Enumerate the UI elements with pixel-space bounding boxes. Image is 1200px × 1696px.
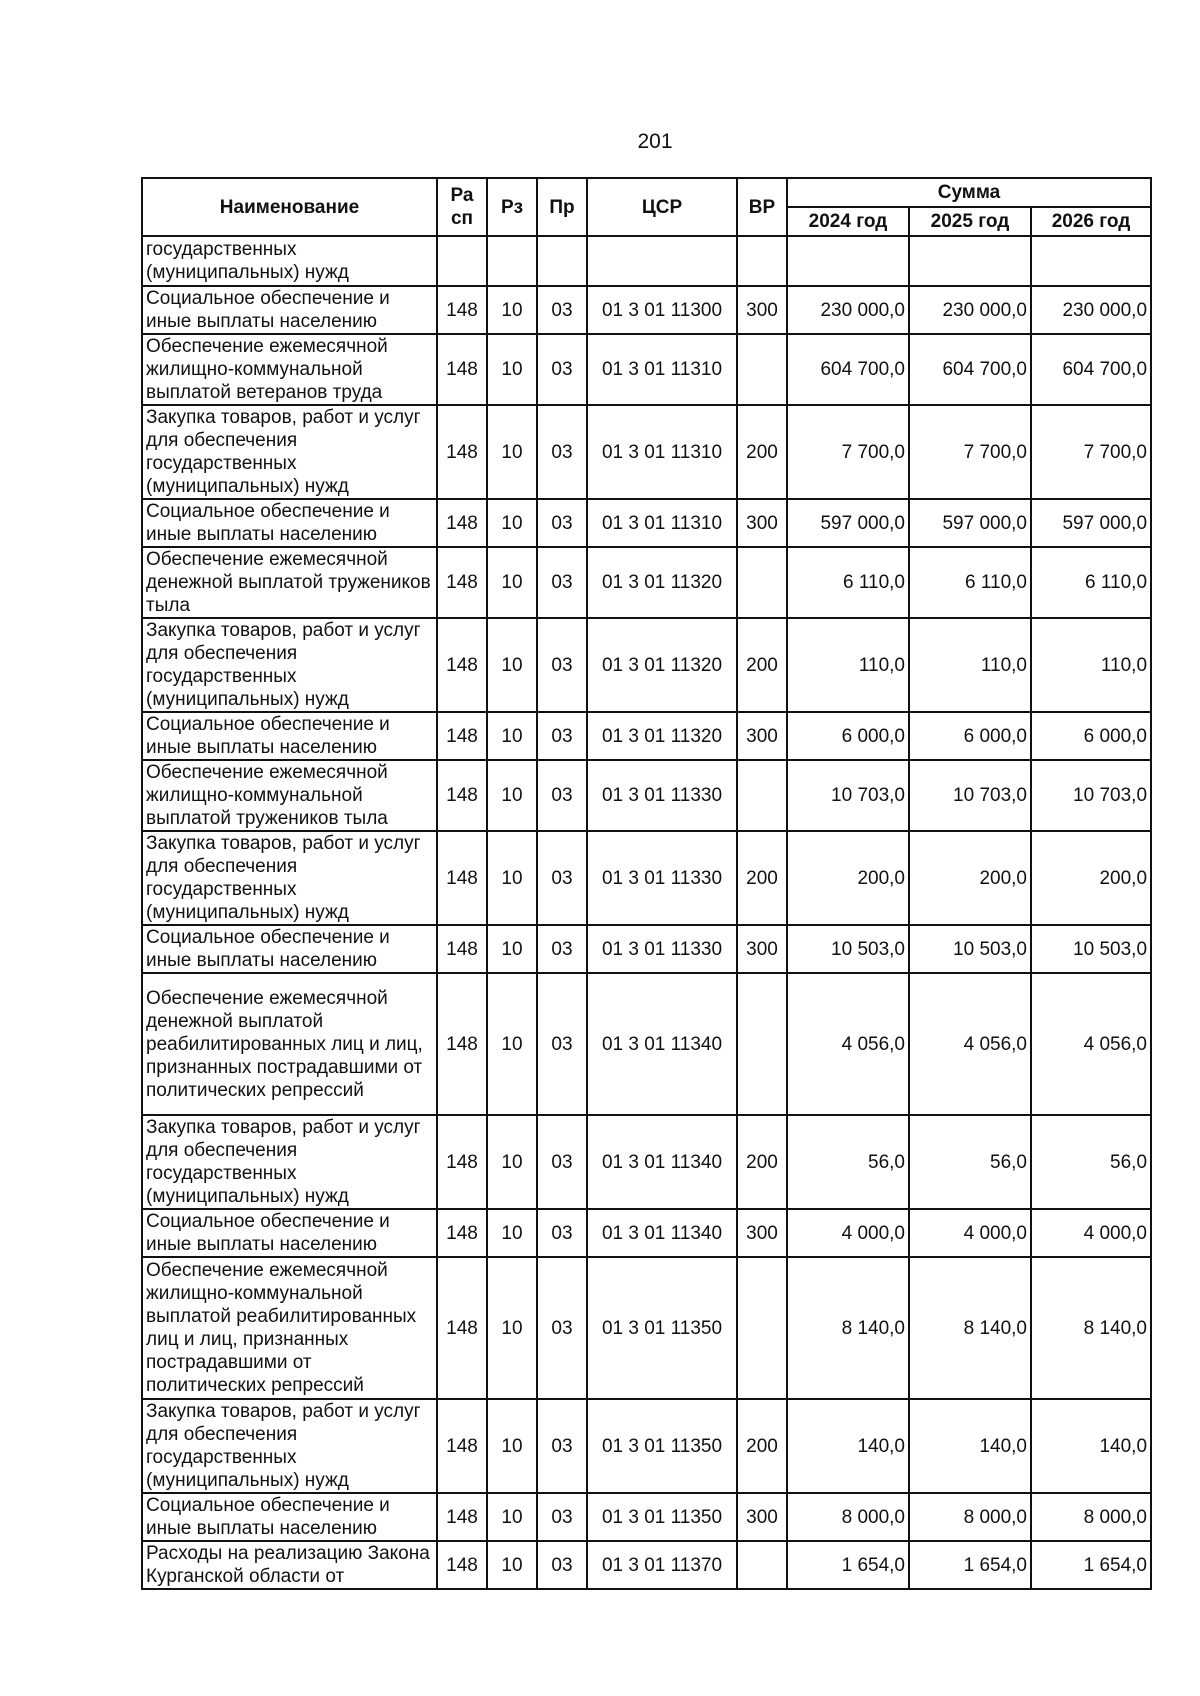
cell-name: Обеспечение ежемесячной жилищно-коммунальной выплатой ветеранов труда — [142, 334, 437, 405]
cell-vr: 200 — [737, 618, 787, 712]
cell-rz: 10 — [487, 1399, 537, 1493]
cell-name: Закупка товаров, работ и услуг для обеспечения государственных (муниципальных) нужд — [142, 831, 437, 925]
cell-2024: 604 700,0 — [787, 334, 909, 405]
cell-vr — [737, 760, 787, 831]
cell-vr: 200 — [737, 405, 787, 499]
table-row — [142, 1115, 1151, 1209]
cell-vr: 200 — [737, 1115, 787, 1209]
cell-rz: 10 — [487, 618, 537, 712]
cell-rz: 10 — [487, 1209, 537, 1257]
cell-2026: 8 000,0 — [1031, 1493, 1151, 1541]
table-row — [142, 973, 1151, 1115]
cell-pr: 03 — [537, 1209, 587, 1257]
cell-pr: 03 — [537, 973, 587, 1115]
cell-rasp: 148 — [437, 334, 487, 405]
cell-vr — [737, 973, 787, 1115]
cell-rz: 10 — [487, 1257, 537, 1399]
cell-2025: 597 000,0 — [909, 499, 1031, 547]
cell-csr: 01 3 01 11330 — [587, 831, 737, 925]
cell-csr: 01 3 01 11320 — [587, 712, 737, 760]
cell-vr: 300 — [737, 712, 787, 760]
cell-vr: 200 — [737, 1399, 787, 1493]
cell-rasp: 148 — [437, 618, 487, 712]
cell-rasp: 148 — [437, 499, 487, 547]
cell-2026: 10 703,0 — [1031, 760, 1151, 831]
cell-2026: 10 503,0 — [1031, 925, 1151, 973]
cell-2026: 4 056,0 — [1031, 973, 1151, 1115]
cell-2025 — [909, 236, 1031, 286]
header-2026: 2026 год — [1031, 207, 1151, 236]
header-vr: ВР — [737, 178, 787, 236]
header-name: Наименование — [142, 178, 437, 236]
cell-name: Закупка товаров, работ и услуг для обеспечения государственных (муниципальных) нужд — [142, 405, 437, 499]
cell-name: Социальное обеспечение и иные выплаты населению — [142, 712, 437, 760]
cell-rasp: 148 — [437, 1209, 487, 1257]
table-row — [142, 1541, 1151, 1589]
cell-rz: 10 — [487, 925, 537, 973]
cell-2026: 56,0 — [1031, 1115, 1151, 1209]
cell-2024: 230 000,0 — [787, 286, 909, 334]
cell-name: Социальное обеспечение и иные выплаты населению — [142, 1493, 437, 1541]
cell-vr: 300 — [737, 925, 787, 973]
cell-csr: 01 3 01 11370 — [587, 1541, 737, 1589]
cell-2025: 8 140,0 — [909, 1257, 1031, 1399]
table-row — [142, 405, 1151, 499]
cell-2024: 1 654,0 — [787, 1541, 909, 1589]
cell-rasp: 148 — [437, 925, 487, 973]
cell-2024: 10 503,0 — [787, 925, 909, 973]
cell-rasp: 148 — [437, 1257, 487, 1399]
cell-csr: 01 3 01 11350 — [587, 1399, 737, 1493]
cell-csr: 01 3 01 11300 — [587, 286, 737, 334]
cell-rasp: 148 — [437, 831, 487, 925]
cell-2025: 10 703,0 — [909, 760, 1031, 831]
cell-rasp: 148 — [437, 405, 487, 499]
cell-2025: 604 700,0 — [909, 334, 1031, 405]
cell-2026: 6 110,0 — [1031, 547, 1151, 618]
table-row — [142, 925, 1151, 973]
cell-vr: 300 — [737, 286, 787, 334]
header-pr: Пр — [537, 178, 587, 236]
cell-rz: 10 — [487, 1493, 537, 1541]
table-row — [142, 831, 1151, 925]
cell-csr: 01 3 01 11340 — [587, 1115, 737, 1209]
cell-csr: 01 3 01 11310 — [587, 499, 737, 547]
cell-2026: 6 000,0 — [1031, 712, 1151, 760]
table-row — [142, 334, 1151, 405]
budget-table — [141, 177, 1152, 1590]
cell-pr: 03 — [537, 925, 587, 973]
cell-name: Закупка товаров, работ и услуг для обеспечения государственных (муниципальных) нужд — [142, 1115, 437, 1209]
cell-vr: 300 — [737, 499, 787, 547]
cell-vr: 300 — [737, 1493, 787, 1541]
cell-pr: 03 — [537, 1257, 587, 1399]
cell-rz: 10 — [487, 1115, 537, 1209]
cell-2026 — [1031, 236, 1151, 286]
cell-2024: 200,0 — [787, 831, 909, 925]
cell-name: Социальное обеспечение и иные выплаты населению — [142, 1209, 437, 1257]
cell-rasp: 148 — [437, 1493, 487, 1541]
table-row — [142, 236, 1151, 286]
table-row — [142, 712, 1151, 760]
cell-pr: 03 — [537, 1115, 587, 1209]
cell-csr: 01 3 01 11350 — [587, 1493, 737, 1541]
cell-2024: 4 056,0 — [787, 973, 909, 1115]
cell-csr: 01 3 01 11350 — [587, 1257, 737, 1399]
cell-vr — [737, 236, 787, 286]
cell-name: государственных (муниципальных) нужд — [142, 236, 437, 286]
cell-pr: 03 — [537, 1541, 587, 1589]
cell-pr: 03 — [537, 831, 587, 925]
cell-pr: 03 — [537, 286, 587, 334]
cell-name: Социальное обеспечение и иные выплаты населению — [142, 499, 437, 547]
cell-2025: 10 503,0 — [909, 925, 1031, 973]
header-rasp: Ра сп — [437, 178, 487, 236]
cell-2025: 8 000,0 — [909, 1493, 1031, 1541]
cell-2024 — [787, 236, 909, 286]
cell-name: Закупка товаров, работ и услуг для обеспечения государственных (муниципальных) нужд — [142, 1399, 437, 1493]
header-2024: 2024 год — [787, 207, 909, 236]
cell-pr: 03 — [537, 1493, 587, 1541]
cell-2025: 140,0 — [909, 1399, 1031, 1493]
cell-2026: 140,0 — [1031, 1399, 1151, 1493]
cell-2025: 6 110,0 — [909, 547, 1031, 618]
cell-2025: 200,0 — [909, 831, 1031, 925]
cell-vr — [737, 1541, 787, 1589]
cell-pr: 03 — [537, 760, 587, 831]
cell-csr: 01 3 01 11320 — [587, 547, 737, 618]
cell-2024: 6 110,0 — [787, 547, 909, 618]
cell-pr: 03 — [537, 334, 587, 405]
cell-name: Обеспечение ежемесячной денежной выплатой реабилитированных лиц и лиц, признанных пострадавшими от политических репрессий — [142, 973, 437, 1115]
cell-2025: 1 654,0 — [909, 1541, 1031, 1589]
cell-rz: 10 — [487, 973, 537, 1115]
header-csr: ЦСР — [587, 178, 737, 236]
cell-csr: 01 3 01 11330 — [587, 760, 737, 831]
cell-pr — [537, 236, 587, 286]
cell-rz — [487, 236, 537, 286]
cell-csr: 01 3 01 11340 — [587, 973, 737, 1115]
cell-vr — [737, 334, 787, 405]
cell-2024: 7 700,0 — [787, 405, 909, 499]
cell-name: Расходы на реализацию Закона Курганской области от — [142, 1541, 437, 1589]
cell-2024: 597 000,0 — [787, 499, 909, 547]
cell-csr: 01 3 01 11320 — [587, 618, 737, 712]
cell-vr — [737, 1257, 787, 1399]
cell-2026: 200,0 — [1031, 831, 1151, 925]
cell-pr: 03 — [537, 547, 587, 618]
cell-2026: 604 700,0 — [1031, 334, 1151, 405]
cell-2024: 56,0 — [787, 1115, 909, 1209]
cell-2025: 56,0 — [909, 1115, 1031, 1209]
cell-pr: 03 — [537, 618, 587, 712]
cell-rasp: 148 — [437, 547, 487, 618]
cell-rz: 10 — [487, 831, 537, 925]
cell-2026: 230 000,0 — [1031, 286, 1151, 334]
cell-2026: 8 140,0 — [1031, 1257, 1151, 1399]
cell-vr — [737, 547, 787, 618]
cell-2025: 4 000,0 — [909, 1209, 1031, 1257]
cell-rz: 10 — [487, 499, 537, 547]
cell-csr: 01 3 01 11310 — [587, 334, 737, 405]
cell-name: Закупка товаров, работ и услуг для обеспечения государственных (муниципальных) нужд — [142, 618, 437, 712]
cell-2024: 4 000,0 — [787, 1209, 909, 1257]
table-row — [142, 760, 1151, 831]
cell-2024: 8 000,0 — [787, 1493, 909, 1541]
cell-rz: 10 — [487, 547, 537, 618]
header-rz: Рз — [487, 178, 537, 236]
cell-2024: 110,0 — [787, 618, 909, 712]
cell-rz: 10 — [487, 712, 537, 760]
cell-rz: 10 — [487, 334, 537, 405]
table-body — [142, 236, 1151, 1589]
cell-pr: 03 — [537, 405, 587, 499]
cell-rz: 10 — [487, 1541, 537, 1589]
cell-pr: 03 — [537, 499, 587, 547]
cell-csr: 01 3 01 11330 — [587, 925, 737, 973]
cell-2025: 7 700,0 — [909, 405, 1031, 499]
cell-rasp: 148 — [437, 1541, 487, 1589]
cell-rasp: 148 — [437, 760, 487, 831]
table-row — [142, 1257, 1151, 1399]
table-row — [142, 547, 1151, 618]
cell-rasp: 148 — [437, 973, 487, 1115]
table-row — [142, 1209, 1151, 1257]
cell-rasp: 148 — [437, 712, 487, 760]
cell-2024: 8 140,0 — [787, 1257, 909, 1399]
cell-rasp: 148 — [437, 1399, 487, 1493]
cell-2026: 1 654,0 — [1031, 1541, 1151, 1589]
header-sum: Сумма — [787, 178, 1151, 207]
table-row — [142, 499, 1151, 547]
cell-2026: 7 700,0 — [1031, 405, 1151, 499]
cell-2025: 230 000,0 — [909, 286, 1031, 334]
cell-vr: 200 — [737, 831, 787, 925]
cell-name: Обеспечение ежемесячной денежной выплатой тружеников тыла — [142, 547, 437, 618]
cell-2025: 110,0 — [909, 618, 1031, 712]
cell-name: Обеспечение ежемесячной жилищно-коммунальной выплатой реабилитированных лиц и лиц, признанных пострадавшими от политических репрессий — [142, 1257, 437, 1399]
cell-pr: 03 — [537, 712, 587, 760]
cell-2024: 10 703,0 — [787, 760, 909, 831]
table-row — [142, 1493, 1151, 1541]
header-2025: 2025 год — [909, 207, 1031, 236]
cell-rasp: 148 — [437, 286, 487, 334]
table-row — [142, 286, 1151, 334]
cell-2024: 6 000,0 — [787, 712, 909, 760]
cell-rasp: 148 — [437, 1115, 487, 1209]
cell-name: Социальное обеспечение и иные выплаты населению — [142, 925, 437, 973]
cell-rz: 10 — [487, 405, 537, 499]
cell-2026: 597 000,0 — [1031, 499, 1151, 547]
cell-2025: 4 056,0 — [909, 973, 1031, 1115]
table-row — [142, 1399, 1151, 1493]
cell-2026: 4 000,0 — [1031, 1209, 1151, 1257]
cell-rz: 10 — [487, 760, 537, 831]
cell-csr: 01 3 01 11340 — [587, 1209, 737, 1257]
cell-2024: 140,0 — [787, 1399, 909, 1493]
table-row — [142, 618, 1151, 712]
page-number: 201 — [637, 130, 673, 153]
cell-vr: 300 — [737, 1209, 787, 1257]
table-header — [142, 178, 1151, 236]
cell-name: Социальное обеспечение и иные выплаты населению — [142, 286, 437, 334]
cell-name: Обеспечение ежемесячной жилищно-коммунальной выплатой тружеников тыла — [142, 760, 437, 831]
cell-csr: 01 3 01 11310 — [587, 405, 737, 499]
cell-csr — [587, 236, 737, 286]
cell-pr: 03 — [537, 1399, 587, 1493]
cell-2026: 110,0 — [1031, 618, 1151, 712]
cell-2025: 6 000,0 — [909, 712, 1031, 760]
cell-rz: 10 — [487, 286, 537, 334]
cell-rasp — [437, 236, 487, 286]
